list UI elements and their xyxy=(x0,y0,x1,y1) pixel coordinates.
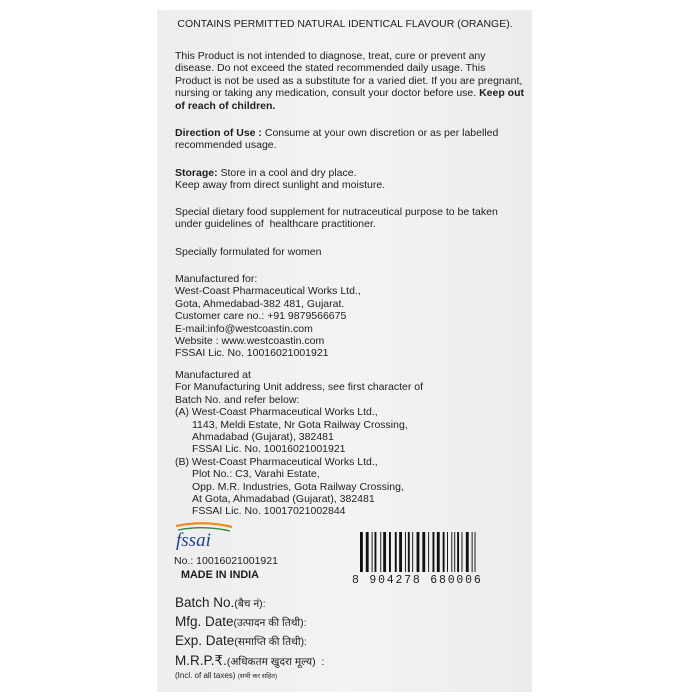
disclaimer-line: disease. Do not exceed the stated recommended daily usage. This xyxy=(175,62,486,75)
storage xyxy=(175,167,385,192)
batch-no-label-hi: (बैच नं): xyxy=(234,598,266,610)
barcode-digits: 8 904278 680006 xyxy=(352,574,483,587)
unit-b-line: Opp. M.R. Industries, Gota Railway Crossing, xyxy=(192,480,404,493)
storage-text: Store in a cool and dry place. xyxy=(217,167,357,179)
storage-label: Storage: xyxy=(175,167,218,179)
barcode-bar xyxy=(447,532,448,572)
fssai-logo-icon xyxy=(172,522,236,552)
barcode-bar xyxy=(466,532,469,572)
taxes-note-en: (Incl. of all taxes) xyxy=(175,671,236,680)
unit-a-line: Ahmadabad (Gujarat), 382481 xyxy=(192,431,334,444)
barcode-bar xyxy=(395,532,397,572)
supplement-note-line: Special dietary food supplement for nutraceutical purpose to be taken xyxy=(175,206,498,218)
disclaimer xyxy=(175,50,524,112)
barcode-bar xyxy=(422,532,425,572)
barcode-bar xyxy=(437,532,440,572)
direction-of-use xyxy=(175,127,498,152)
direction-text: Consume at your own discretion or as per labelled xyxy=(261,127,499,139)
mfg-date-field xyxy=(175,614,307,630)
unit-a-line: 1143, Meldi Estate, Nr Gota Railway Crossing, xyxy=(192,418,408,431)
unit-b-line: At Gota, Ahmadabad (Gujarat), 382481 xyxy=(192,493,375,506)
made-in-india: MADE IN INDIA xyxy=(181,569,259,581)
batch-no-label: Batch No. xyxy=(175,595,235,610)
batch-no-field xyxy=(175,595,266,611)
fssai-license-no: No.: 10016021001921 xyxy=(174,555,278,567)
unit-a-line: FSSAI Lic. No. 10016021001921 xyxy=(192,443,346,456)
barcode-bar xyxy=(412,532,413,572)
storage-text: Keep away from direct sunlight and moisture. xyxy=(175,179,386,192)
barcode-bar xyxy=(428,532,429,572)
direction-text: recommended usage. xyxy=(175,139,277,152)
mfg-date-label: Mfg. Date xyxy=(175,614,234,629)
direction-label: Direction of Use : xyxy=(175,127,262,139)
manufactured-for xyxy=(175,273,361,360)
fssai-logo-text: fssai xyxy=(176,530,211,551)
barcode-bar xyxy=(417,532,420,572)
unit-b-line: FSSAI Lic. No. 10017021002844 xyxy=(192,505,346,518)
supplement-note xyxy=(175,206,498,231)
barcode-bar xyxy=(372,532,373,572)
mrp-label-hi: (अधिकतम खुदरा मूल्य) : xyxy=(226,656,325,668)
barcode-bar xyxy=(433,532,435,572)
barcode-bar xyxy=(451,532,452,572)
barcode-bar xyxy=(472,532,473,572)
disclaimer-line: nursing or taking any medication, consult your doctor before use. xyxy=(175,87,477,100)
exp-date-label: Exp. Date xyxy=(175,633,235,648)
manufactured-for-line: Manufactured for: xyxy=(175,273,258,285)
formulated-for: Specially formulated for women xyxy=(175,246,322,258)
manufactured-for-line: West-Coast Pharmaceutical Works Ltd., xyxy=(175,285,361,298)
unit-b-line: Plot No.: C3, Varahi Estate, xyxy=(192,468,320,481)
barcode-bar xyxy=(380,532,381,572)
flavour-heading: CONTAINS PERMITTED NATURAL IDENTICAL FLAVOUR (ORANGE). xyxy=(177,18,513,30)
mrp-field xyxy=(175,653,324,669)
manufactured-at-line: For Manufacturing Unit address, see first character of xyxy=(175,381,424,394)
unit-b-line: (B) West-Coast Pharmaceutical Works Ltd., xyxy=(175,455,378,468)
exp-date-label-hi: (समाप्ति की तिथी): xyxy=(234,636,307,648)
supplement-note-line: under guidelines of healthcare practitioner. xyxy=(175,218,376,231)
mfg-date-label-hi: (उत्पादन की तिथी): xyxy=(233,617,307,629)
manufactured-for-line: Gota, Ahmedabad-382 481, Gujarat. xyxy=(175,297,345,310)
manufactured-for-line: Customer care no.: +91 9879566675 xyxy=(175,310,347,323)
disclaimer-line: This Product is not intended to diagnose, treat, cure or prevent any xyxy=(175,50,486,62)
barcode-bar xyxy=(454,532,455,572)
barcode-icon xyxy=(358,532,520,572)
barcode-bar xyxy=(389,532,391,572)
taxes-note-hi: (सभी कर सहित) xyxy=(237,673,278,680)
barcode-bar xyxy=(399,532,402,572)
manufactured-for-line: FSSAI Lic. No. 10016021001921 xyxy=(175,347,329,360)
manufactured-at xyxy=(175,369,423,518)
barcode-bar xyxy=(405,532,406,572)
barcode-bar xyxy=(475,532,476,572)
keep-out-warning-cont: of reach of children. xyxy=(175,99,276,112)
barcode-bar xyxy=(408,532,410,572)
mrp-label: M.R.P.₹. xyxy=(175,653,227,668)
exp-date-field xyxy=(175,633,307,649)
barcode-bar xyxy=(443,532,445,572)
keep-out-warning: Keep out xyxy=(479,87,525,100)
barcode-bar xyxy=(375,532,377,572)
barcode-bar xyxy=(457,532,459,572)
barcode-bar xyxy=(383,532,386,572)
manufactured-at-line: Manufactured at xyxy=(175,369,251,381)
taxes-note xyxy=(175,670,277,683)
barcode-bar xyxy=(462,532,463,572)
manufactured-for-line: Website : www.westcoastin.com xyxy=(175,335,325,348)
unit-a-line: (A) West-Coast Pharmaceutical Works Ltd., xyxy=(175,406,378,419)
barcode-bar xyxy=(366,532,369,572)
manufactured-for-line: E-mail:info@westcoastin.com xyxy=(175,322,313,335)
barcode-bar xyxy=(360,532,363,572)
manufactured-at-line: Batch No. and refer below: xyxy=(175,393,300,406)
disclaimer-line: Product is not be used as a substitute for a varied diet. If you are pregnant, xyxy=(175,74,523,87)
